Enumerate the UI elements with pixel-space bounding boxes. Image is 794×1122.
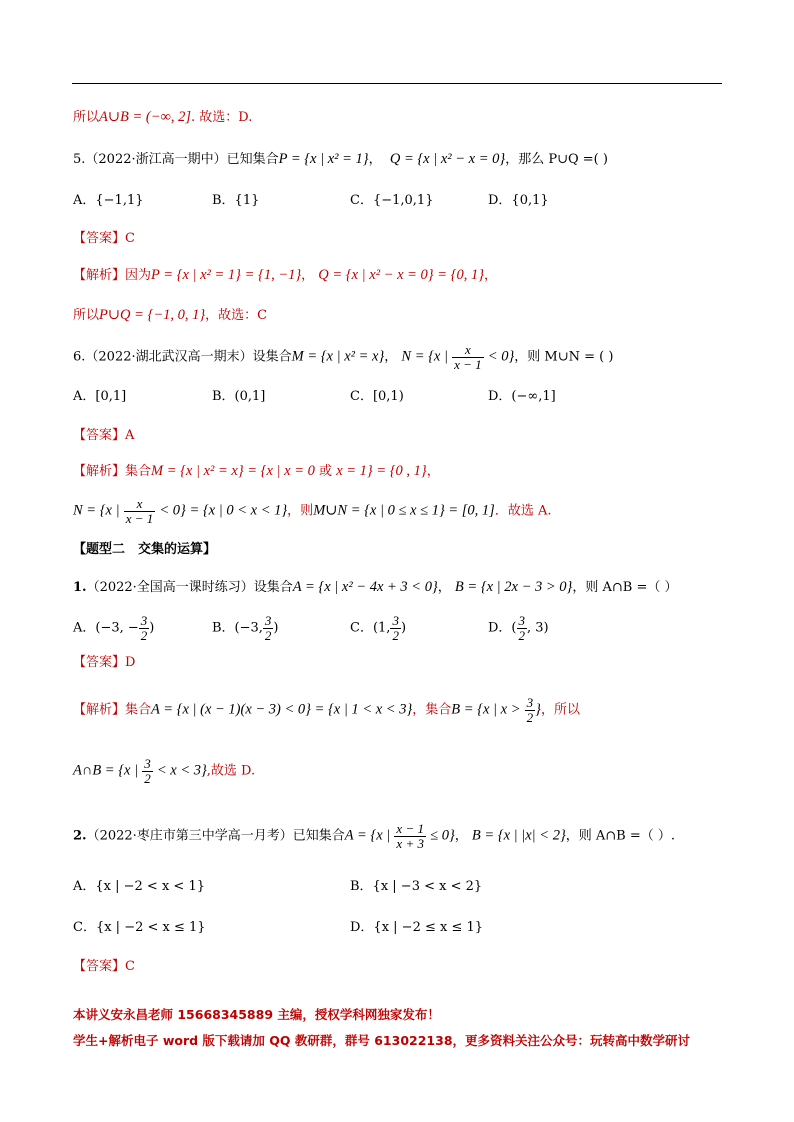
fraction: $\frac{x}{x - 1}$ xyxy=(454,342,482,372)
prev-solution-end: 所以A∪B = (−∞, 2]. 故选：D. xyxy=(73,109,253,125)
q6-analysis-n: N = {x | $\frac{x}{x - 1}$ < 0} = {x | 0 < x < 1}，则M∪N = {x | 0 ≤ x ≤ 1} = [0, 1]．故选 A. xyxy=(73,496,552,526)
q6-option-c: C．[0,1) xyxy=(350,389,404,404)
question-t1: 1.（2022·全国高一课时练习）设集合A = {x | x² − 4x + 3 < 0}， B = {x | 2x − 3 > 0}，则 A∩B =（ ） xyxy=(73,579,678,595)
header-rule xyxy=(72,83,722,84)
q5-analysis-conclusion: 所以P∪Q = {−1, 0, 1}，故选：C xyxy=(73,307,268,323)
q6-option-d: D．(−∞,1] xyxy=(488,389,556,404)
t1-analysis-conclusion: A∩B = {x | $\frac{3}{2}$ < x < 3},故选 D. xyxy=(73,756,256,786)
t1-answer: 【答案】D xyxy=(73,655,136,670)
footer-line-1: 本讲义安永昌老师 15668345889 主编，授权学科网独家发布！ xyxy=(73,1007,440,1022)
t1-option-a: A．(−3, − $\frac{3}{2}$ ) xyxy=(73,613,155,643)
t2-option-d: D．{x | −2 ≤ x ≤ 1} xyxy=(350,920,484,935)
t1-option-c: C．(1, $\frac{3}{2}$ ) xyxy=(350,613,407,643)
q6-option-a: A．[0,1] xyxy=(73,389,127,404)
t1-option-b: B．(−3, $\frac{3}{2}$ ) xyxy=(212,613,279,643)
t2-option-a: A．{x | −2 < x < 1} xyxy=(73,879,205,894)
t1-option-d: D．( $\frac{3}{2}$ , 3) xyxy=(488,613,549,643)
q5-option-b: B．{1} xyxy=(212,193,260,208)
q6-answer: 【答案】A xyxy=(73,428,135,443)
question-t2: 2.（2022·枣庄市第三中学高一月考）已知集合A = {x | $\frac{x - 1}{x + 3}$ ≤ 0}， B = {x | |x| < 2}，则 A∩B =（ ）. xyxy=(73,821,676,851)
question-5: 5.（2022·浙江高一期中）已知集合P = {x | x² = 1}， Q = {x | x² − x = 0}，那么 P∪Q =( ) xyxy=(73,151,608,167)
footer-line-2: 学生+解析电子 word 版下载请加 QQ 教研群，群号 613022138，更多资料关注公众号：玩转高中数学研讨 xyxy=(73,1033,691,1048)
q5-answer: 【答案】C xyxy=(73,231,135,246)
q6-option-b: B．(0,1] xyxy=(212,389,266,404)
section-title: 【题型二 交集的运算】 xyxy=(73,542,217,557)
q5-option-c: C．{−1,0,1} xyxy=(350,193,434,208)
q6-analysis: 【解析】集合M = {x | x² = x} = {x | x = 0 或 x = 1} = {0 , 1}， xyxy=(73,463,440,479)
q5-analysis: 【解析】因为P = {x | x² = 1} = {1, −1}， Q = {x | x² − x = 0} = {0, 1}， xyxy=(73,267,498,283)
t2-answer: 【答案】C xyxy=(73,959,135,974)
q5-option-d: D．{0,1} xyxy=(488,193,549,208)
t2-option-c: C．{x | −2 < x ≤ 1} xyxy=(73,920,206,935)
t1-analysis: 【解析】集合A = {x | (x − 1)(x − 3) < 0} = {x | 1 < x < 3}，集合B = {x | x > $\frac{3}{2}$ }，所以 xyxy=(73,695,580,725)
q5-option-a: A．{−1,1} xyxy=(73,193,144,208)
t2-option-b: B．{x | −3 < x < 2} xyxy=(350,879,483,894)
question-6: 6.（2022·湖北武汉高一期末）设集合M = {x | x² = x}， N = {x | $\frac{x}{x - 1}$ < 0}，则 M∪N = ( ) xyxy=(73,342,614,372)
fraction: $\frac{x}{x - 1}$ xyxy=(125,496,154,526)
